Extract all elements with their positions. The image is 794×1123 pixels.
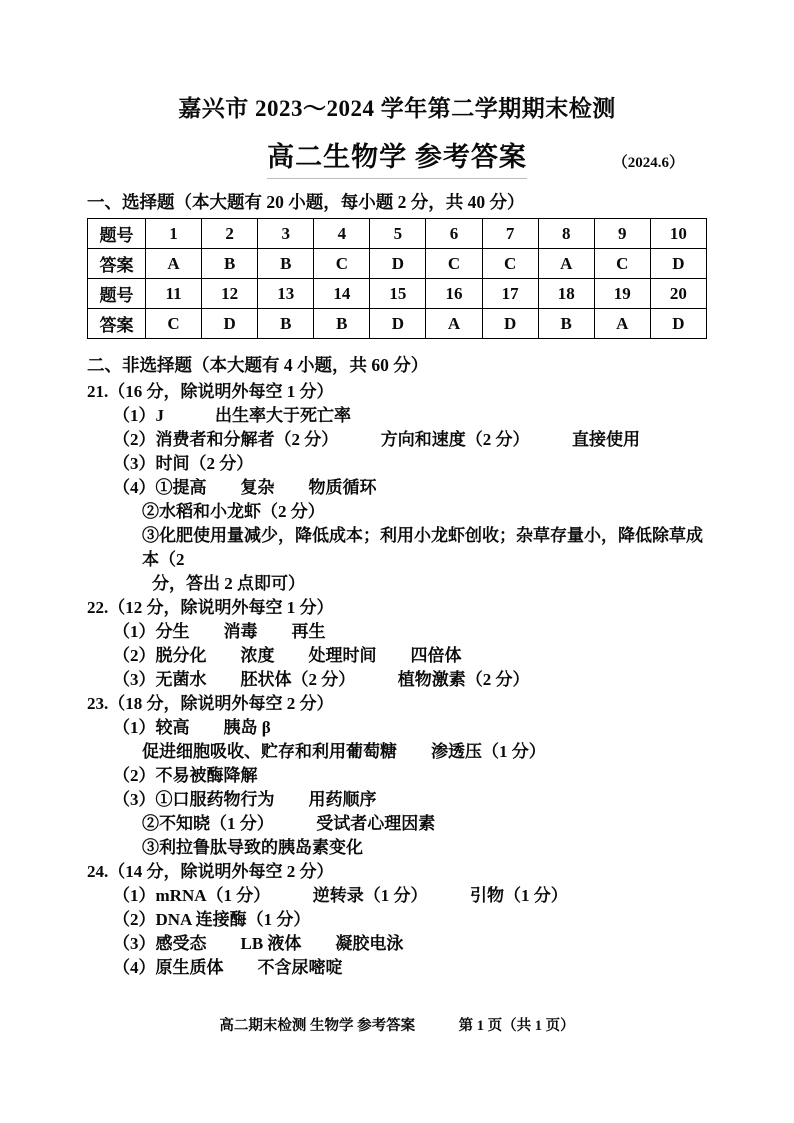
answer-cell: D xyxy=(370,309,426,339)
answer-line: （3）时间（2 分） xyxy=(113,454,254,473)
answer-cell: A xyxy=(594,309,650,339)
answer-cell: 12 xyxy=(202,279,258,309)
answer-cell: 20 xyxy=(650,279,706,309)
answer-line: （1）较高 胰岛 β xyxy=(113,718,271,737)
question-header: 23.（18 分，除说明外每空 2 分） xyxy=(87,694,334,713)
answer-table-row xyxy=(88,219,707,249)
page-content xyxy=(0,92,794,980)
row-label-cell: 题号 xyxy=(88,219,146,249)
answer-line: （3）①口服药物行为 用药顺序 xyxy=(113,790,377,809)
answer-cell: B xyxy=(538,309,594,339)
answer-cell: C xyxy=(314,249,370,279)
row-label-cell: 题号 xyxy=(88,279,146,309)
answer-cell: A xyxy=(538,249,594,279)
answer-cell: D xyxy=(202,309,258,339)
answer-line: ③利拉鲁肽导致的胰岛素变化 xyxy=(142,838,363,857)
answer-cell: 10 xyxy=(650,219,706,249)
exam-date: （2024.6） xyxy=(612,155,684,171)
document-subtitle: 高二生物学 参考答案 xyxy=(267,139,527,179)
answer-table-row xyxy=(88,309,707,339)
answer-line: ②不知晓（1 分） 受试者心理因素 xyxy=(142,814,436,833)
answer-cell: C xyxy=(426,249,482,279)
answer-cell: 3 xyxy=(258,219,314,249)
answer-cell: 13 xyxy=(258,279,314,309)
answer-cell: 8 xyxy=(538,219,594,249)
question-header: 21.（16 分，除说明外每空 1 分） xyxy=(87,382,334,401)
document-title: 嘉兴市 2023～2024 学年第二学期期末检测 xyxy=(178,96,616,121)
answer-cell: 4 xyxy=(314,219,370,249)
answer-line: （2）DNA 连接酶（1 分） xyxy=(113,910,311,929)
answer-line: （3）感受态 LB 液体 凝胶电泳 xyxy=(113,934,404,953)
answer-line: （2）脱分化 浓度 处理时间 四倍体 xyxy=(113,646,462,665)
answer-table xyxy=(87,218,707,339)
answer-line: ③化肥使用量减少，降低成本；利用小龙虾创收；杂草存量小，降低除草成本（2 xyxy=(142,526,703,569)
answer-line: ②水稻和小龙虾（2 分） xyxy=(142,502,325,521)
answer-cell: 7 xyxy=(482,219,538,249)
answer-line: （2）不易被酶降解 xyxy=(113,766,258,785)
row-label-cell: 答案 xyxy=(88,309,146,339)
answer-cell: 6 xyxy=(426,219,482,249)
answer-line: （4）原生质体 不含尿嘧啶 xyxy=(113,958,343,977)
answer-cell: D xyxy=(650,309,706,339)
answer-cell: 17 xyxy=(482,279,538,309)
question-block xyxy=(87,860,707,980)
answer-line: 分，答出 2 点即可） xyxy=(152,574,305,593)
answer-cell: D xyxy=(482,309,538,339)
answer-table-row xyxy=(88,279,707,309)
answer-cell: C xyxy=(594,249,650,279)
answer-table-row xyxy=(88,249,707,279)
answer-cell: 19 xyxy=(594,279,650,309)
question-block xyxy=(87,380,707,596)
row-label-cell: 答案 xyxy=(88,249,146,279)
answer-cell: D xyxy=(650,249,706,279)
answer-cell: 9 xyxy=(594,219,650,249)
answer-cell: C xyxy=(146,309,202,339)
answer-cell: A xyxy=(146,249,202,279)
answer-line: （2）消费者和分解者（2 分） 方向和速度（2 分） 直接使用 xyxy=(113,430,640,449)
answer-line: （1）mRNA（1 分） 逆转录（1 分） 引物（1 分） xyxy=(113,886,568,905)
page-footer: 高二期末检测 生物学 参考答案 第 1 页（共 1 页） xyxy=(219,1018,575,1034)
answer-cell: B xyxy=(258,309,314,339)
answer-line: 促进细胞吸收、贮存和利用葡萄糖 渗透压（1 分） xyxy=(142,742,546,761)
answer-cell: B xyxy=(314,309,370,339)
answer-cell: B xyxy=(258,249,314,279)
subtitle-row xyxy=(87,139,707,179)
answer-cell: 11 xyxy=(146,279,202,309)
answer-cell: A xyxy=(426,309,482,339)
section2-heading: 二、非选择题（本大题有 4 小题，共 60 分） xyxy=(87,355,429,375)
question-block xyxy=(87,692,707,860)
section1-heading: 一、选择题（本大题有 20 小题，每小题 2 分，共 40 分） xyxy=(87,192,525,212)
answer-cell: 18 xyxy=(538,279,594,309)
answer-line: （1）J 出生率大于死亡率 xyxy=(113,406,351,425)
question-block xyxy=(87,596,707,692)
answer-cell: C xyxy=(482,249,538,279)
answer-cell: 2 xyxy=(202,219,258,249)
question-header: 22.（12 分，除说明外每空 1 分） xyxy=(87,598,334,617)
answer-table-body xyxy=(88,219,707,339)
answer-cell: 5 xyxy=(370,219,426,249)
answer-cell: 15 xyxy=(370,279,426,309)
questions-container xyxy=(87,380,707,980)
question-header: 24.（14 分，除说明外每空 2 分） xyxy=(87,862,334,881)
answer-cell: D xyxy=(370,249,426,279)
answer-cell: 14 xyxy=(314,279,370,309)
answer-line: （4）①提高 复杂 物质循环 xyxy=(113,478,377,497)
answer-line: （1）分生 消毒 再生 xyxy=(113,622,326,641)
answer-cell: 1 xyxy=(146,219,202,249)
answer-cell: B xyxy=(202,249,258,279)
answer-line: （3）无菌水 胚状体（2 分） 植物激素（2 分） xyxy=(113,670,530,689)
answer-cell: 16 xyxy=(426,279,482,309)
